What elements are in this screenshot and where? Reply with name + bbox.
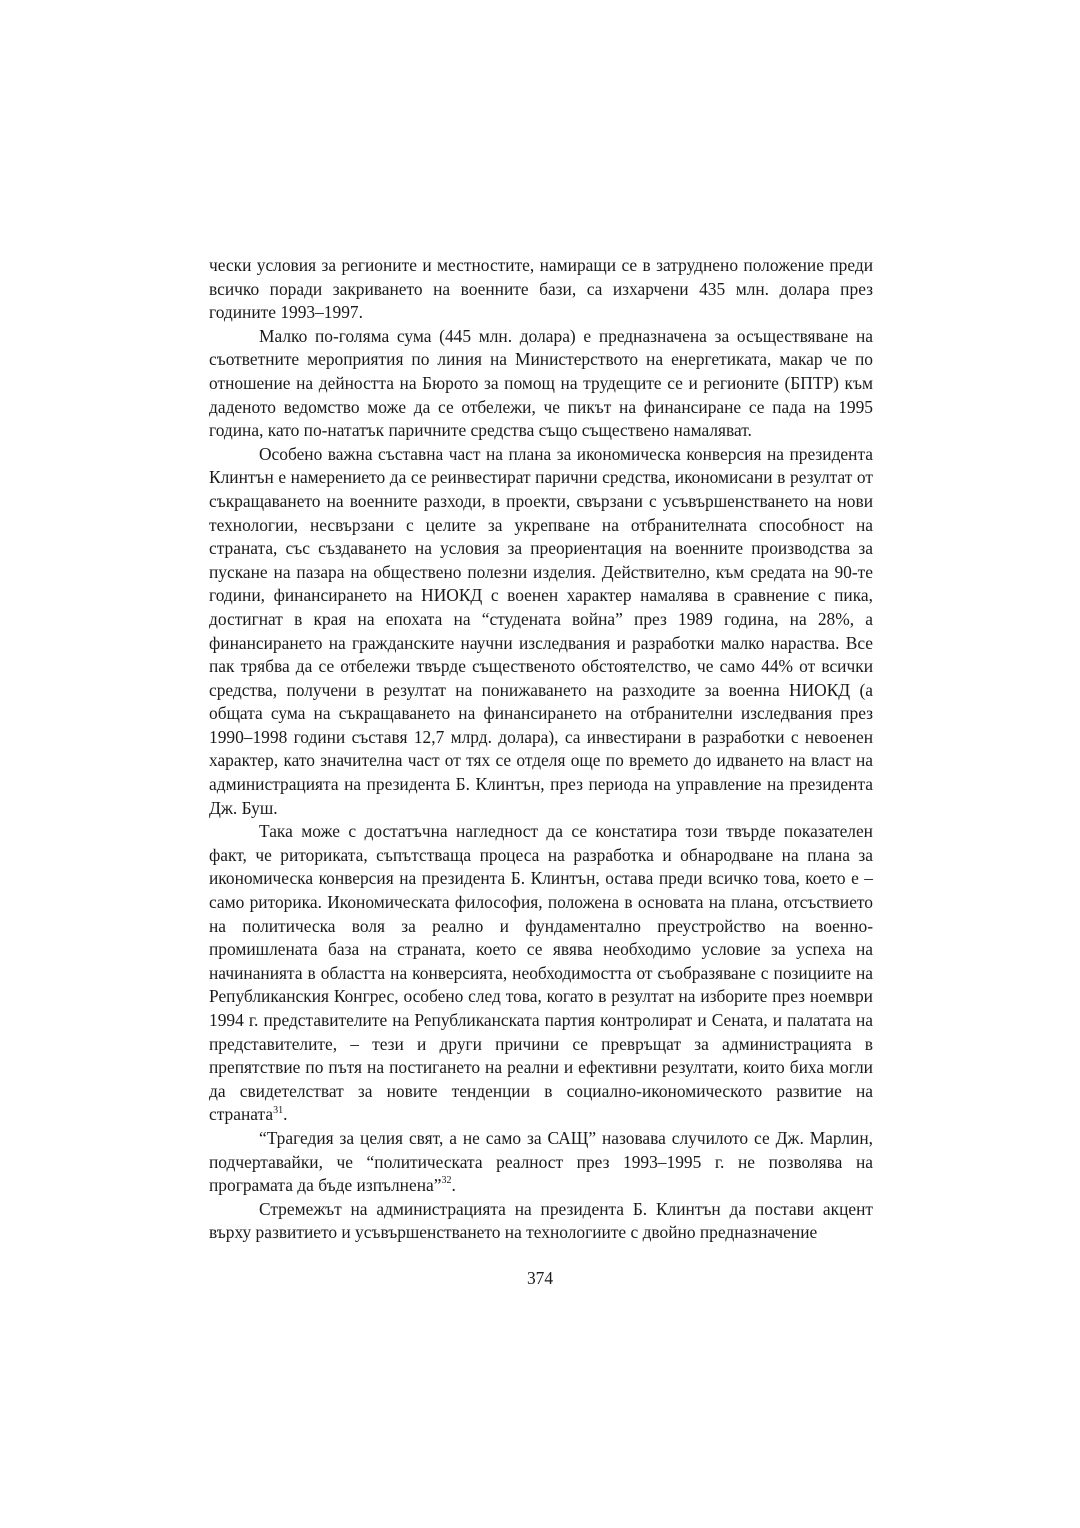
paragraph-dual-use: Стремежът на администрацията на президента Б. Клинтън да постави акцент върху развитието и усъвършенстването на технологиите с двойно предназначение xyxy=(209,1198,873,1243)
paragraph-tragedy-text: “Трагедия за целия свят, а не само за САЩ” назовава случилото се Дж. Марлин, подчертавайки, че “политическата реалност през 1993–1995 г. не позволява на програмата да бъде изпълнена” xyxy=(209,1127,873,1196)
paragraph-rhetoric-end: . xyxy=(283,1104,288,1125)
footnote-marker-32: 32 xyxy=(441,1175,452,1187)
page-number: 374 xyxy=(526,1268,554,1288)
body-text xyxy=(209,254,873,1245)
paragraph-rhetoric xyxy=(209,820,873,1127)
paragraph-reinvestment: Особено важна съставна част на плана за икономическа конверсия на президента Клинтън е намерението да се реинвестират парични средства, икономисани в резултат от съкращаването на военните разходи, в проекти, свързани с усъвършенстването на нови технологии, несвързани с целите за укрепване на отбранителната способност на страната, със създаването на условия за преориентация на военните производства за пускане на пазара на обществено полезни изделия. Действително, към средата на 90-те години, финансирането на НИОКД с военен характер намалява в сравнение с пика, достигнат в края на епохата на “студената война” през 1989 година, на 28%, а финансирането на гражданските научни изследвания и разработки малко нараства. Все пак трябва да се отбележи твърде същественото обстоятелство, че само 44% от всички средства, получени в резултат на понижаването на разходите за военна НИОКД (а общата сума на съкращаването на финансирането на отбранителни изследвания през 1990–1998 години съставя 12,7 млрд. долара), са инвестирани в разработки с невоенен характер, като значителна част от тях се отделя още по времето до идването на власт на администрацията на президента Б. Клинтън, през периода на управление на президента Дж. Буш. xyxy=(209,443,873,818)
paragraph-tragedy xyxy=(209,1127,873,1198)
footnote-marker-31: 31 xyxy=(273,1104,284,1116)
paragraph-rhetoric-text: Така може с достатъчна нагледност да се констатира този твърде показателен факт, че риториката, съпътстваща процеса на разработка и обнародване на плана за икономическа конверсия на президента Б. Клинтън, остава преди всичко това, което е – само риторика. Икономическата философия, положена в основата на плана, отсъствието на политическа воля за реално и фундаментално преустройство на военно-промишлената база на страната, което се явява необходимо условие за успеха на начинанията в областта на конверсията, необходимостта от съобразяване с позициите на Републиканския Конгрес, особено след това, когато в резултат на изборите през ноември 1994 г. представителите на Републиканската партия контролират и Сената, и палатата на представителите, – тези и други причини се превръщат за администрацията в препятствие по пътя на постигането на реални и ефективни резултати, които биха могли да свидетелстват за новите тенденции в социално-икономическото развитие на страната xyxy=(209,821,873,1125)
paragraph-energy-ministry: Малко по-голяма сума (445 млн. долара) е предназначена за осъществяване на съответните мероприятия по линия на Министерството на енергетиката, макар че по отношение на дейността на Бюрото за помощ на трудещите се и регионите (БПТР) към даденото ведомство може да се отбележи, че пикът на финансиране се пада на 1995 година, като по-нататък паричните средства също съществено намаляват. xyxy=(209,325,873,441)
paragraph-continuation: чески условия за регионите и местностите, намиращи се в затруднено положение преди всичко поради закриването на военните бази, са изхарчени 435 млн. долара през годините 1993–1997. xyxy=(209,255,873,323)
paragraph-tragedy-end: . xyxy=(451,1175,456,1196)
